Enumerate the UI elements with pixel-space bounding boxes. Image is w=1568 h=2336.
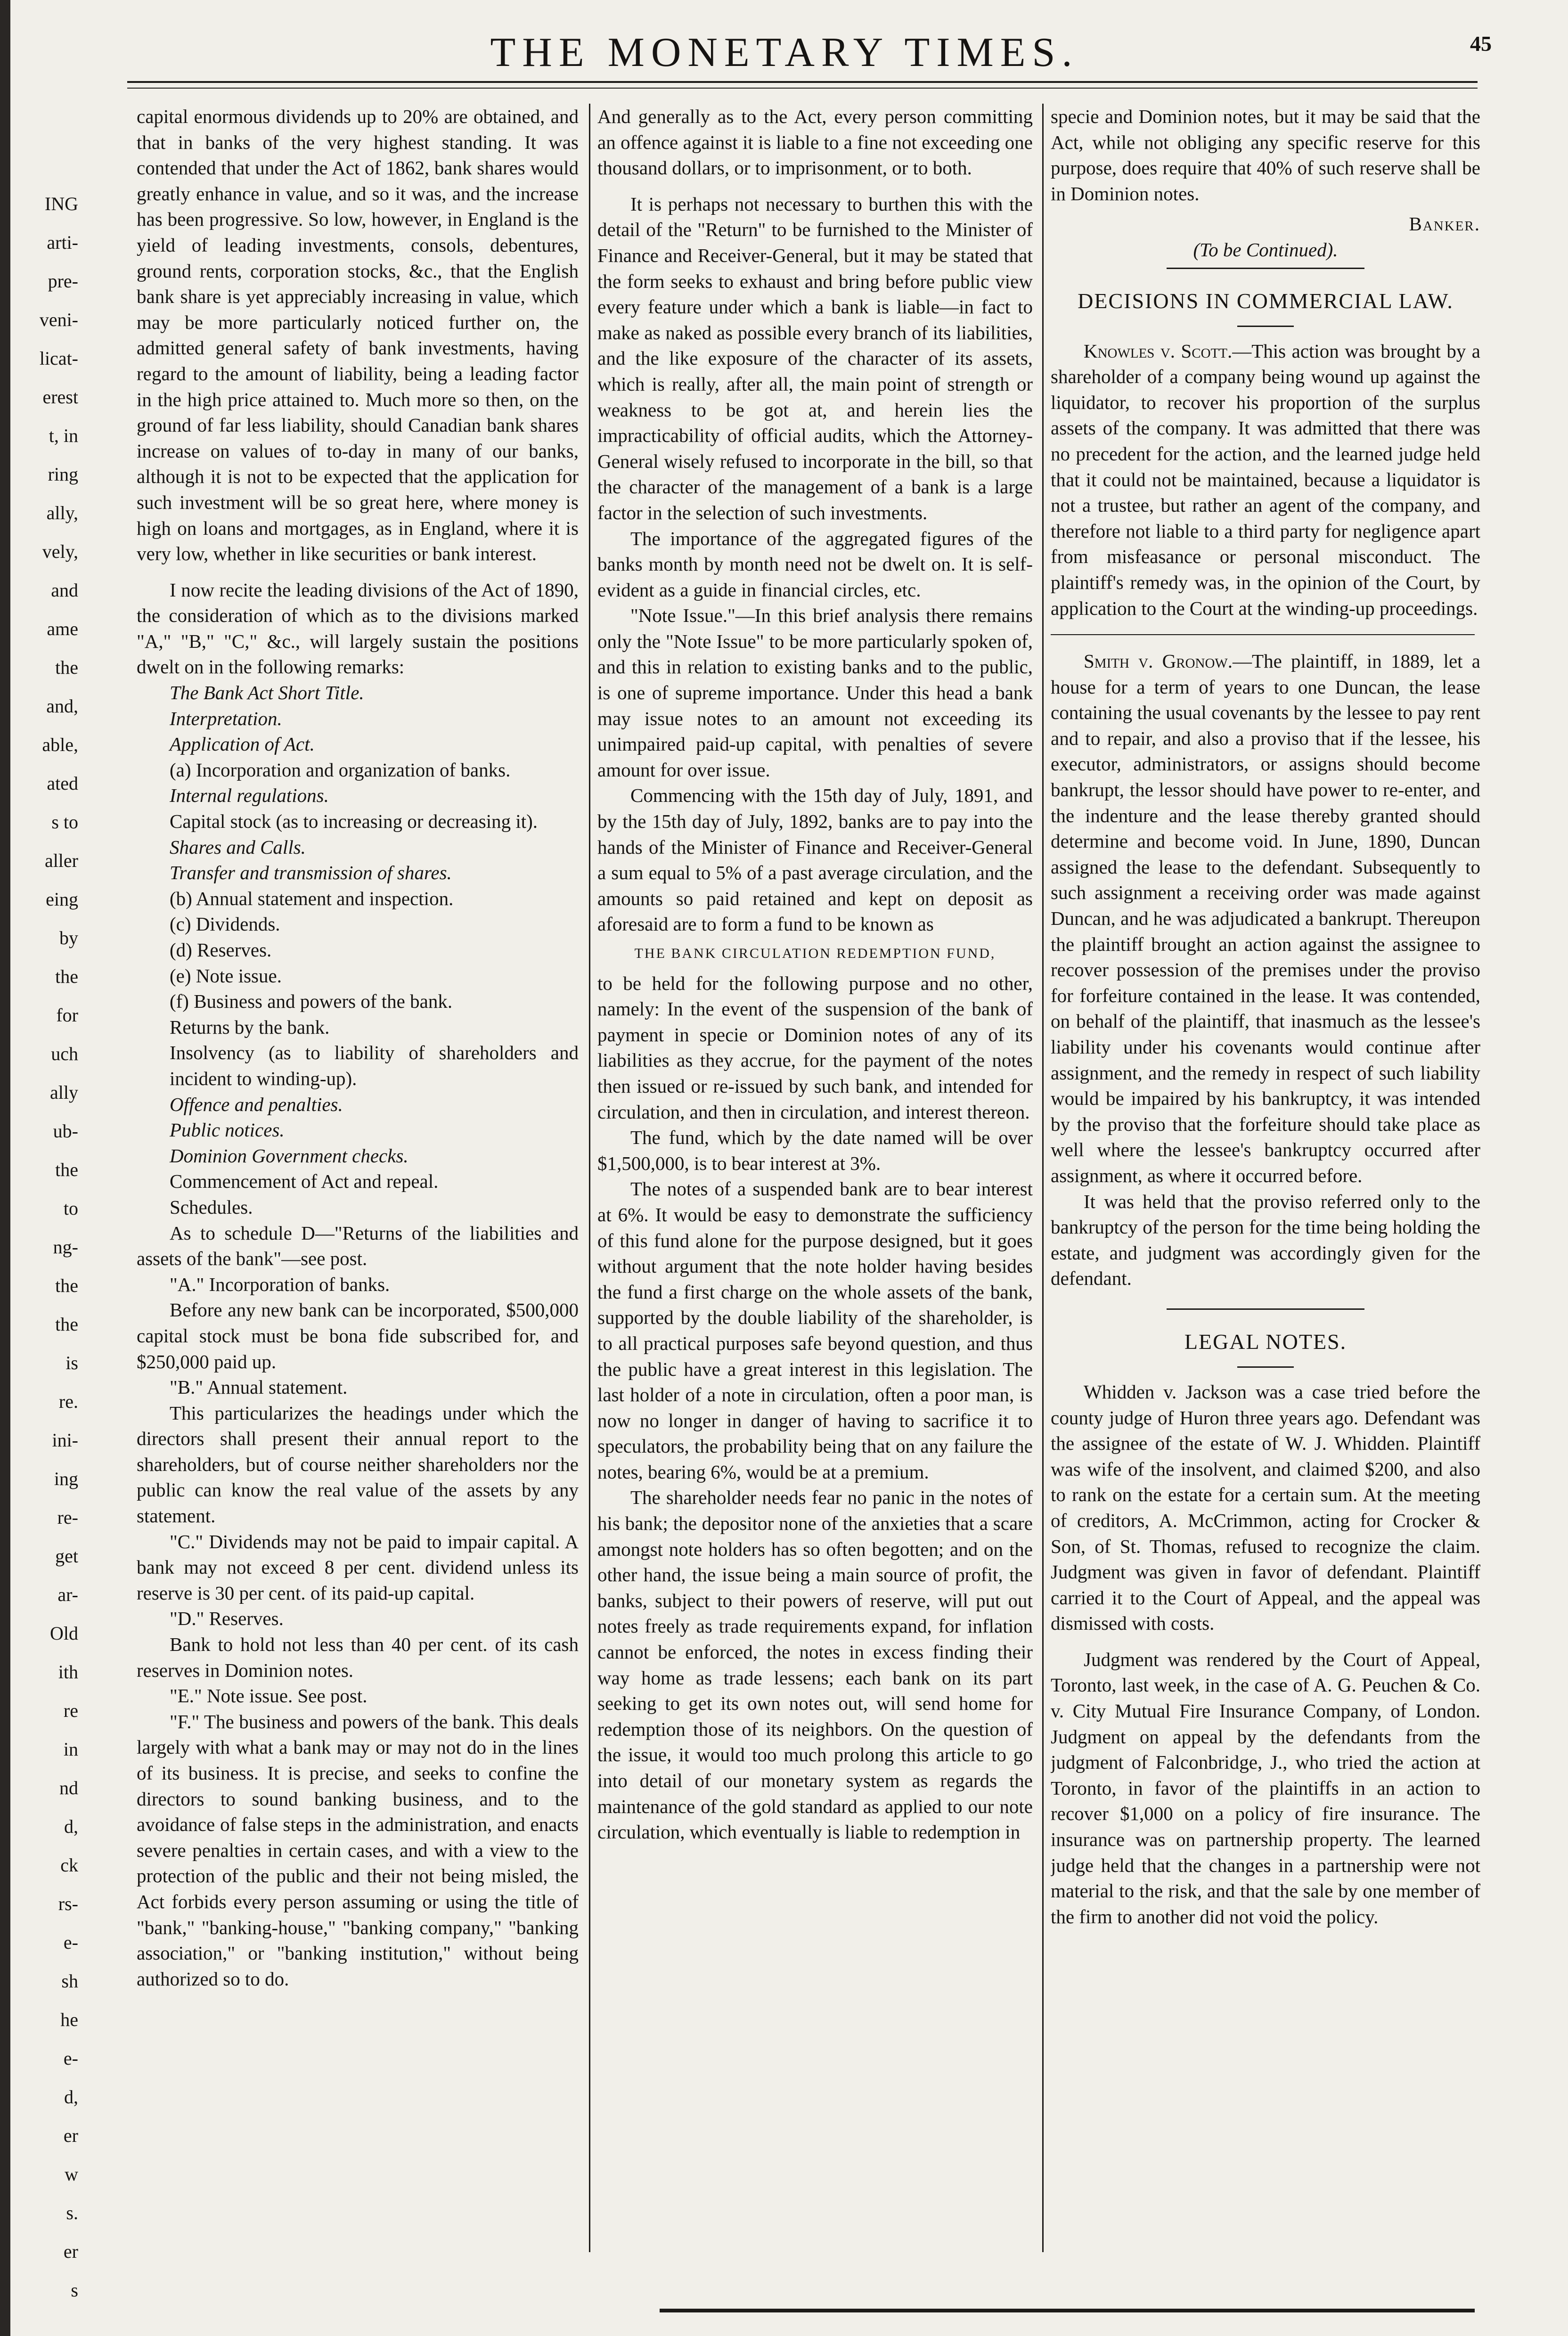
- gutter-fragment: is: [65, 1352, 78, 1373]
- gutter-fragment: eing: [46, 889, 78, 910]
- gutter-fragment: ated: [47, 773, 78, 794]
- gutter-fragment: the: [55, 657, 78, 678]
- gutter-fragment: w: [65, 2164, 78, 2185]
- gutter-fragment: Old: [50, 1623, 78, 1644]
- case-name: Knowles v. Scott.: [1084, 340, 1233, 362]
- gutter-fragment: ing: [54, 1468, 78, 1489]
- col1-paragraph: "D." Reserves.: [170, 1608, 284, 1630]
- gutter-fragment: arti-: [47, 232, 78, 253]
- column-1: [137, 104, 579, 2290]
- list-item: (a) Incorporation and organization of banks.: [170, 759, 511, 781]
- gutter-fragment: d,: [64, 2086, 78, 2107]
- gutter-fragment: re-: [57, 1507, 78, 1528]
- page-binding-edge: [0, 0, 10, 2336]
- list-item: Application of Act.: [170, 733, 315, 755]
- gutter-fragment: by: [59, 927, 78, 948]
- case-text: —The plaintiff, in 1889, let a house for a term of years to one Duncan, the lease containing the usual covenants by the lessee to pay rent and to repair, and also a proviso that if the lessee, his executor, administrators, or assigns should become bankrupt, the lessor should have power to re-enter, and the indenture and the lease thereby granted should determine and become void. In June, 1890, Duncan assigned the lease to the defendant. Subsequently to such assignment a receiving order was made against Duncan, and he was adjudicated a bankrupt. Thereupon the plaintiff brought an action against the assignee to recover possession of the premises under the proviso for forfeiture contained in the lease. It was contended, on behalf of the plaintiff, that inasmuch as the lessee's liability under his covenants would continue after assignment, and the remedy in respect of such liability would be impaired by his bankruptcy, it was intended by the proviso that the forfeiture should take place as well where the lessee's bankruptcy occurred after assignment, as where it occurred before.: [1051, 650, 1480, 1186]
- column-2: [597, 104, 1033, 2290]
- gutter-fragment: re.: [58, 1391, 78, 1412]
- gutter-fragment: pre-: [48, 270, 78, 292]
- gutter-fragment: ar-: [57, 1584, 78, 1605]
- gutter-fragment: ING: [44, 193, 78, 214]
- column-divider: [589, 104, 590, 2252]
- col1-paragraph: This particularizes the headings under which the directors shall present their annual report to the shareholders, but of course neither shareholders nor the public can know the real value of the assets by any statement.: [137, 1402, 579, 1527]
- col2-paragraph: Commencing with the 15th day of July, 1891, and by the 15th day of July, 1892, banks are to pay into the hands of the Minister of Finance and Receiver-General a sum equal to 5% of a past average circulation, and the amounts so paid retained and kept on deposit as aforesaid are to form a fund to be known as: [597, 784, 1033, 935]
- gutter-fragment: vely,: [42, 541, 78, 562]
- gutter-fragment: ame: [47, 618, 78, 639]
- list-item: (d) Reserves.: [170, 939, 272, 961]
- list-item: (b) Annual statement and inspection.: [170, 887, 454, 909]
- gutter-fragment: aller: [44, 850, 78, 871]
- page-title: THE MONETARY TIMES.: [490, 30, 1079, 75]
- section-separator: [1167, 268, 1364, 269]
- author-signature: Banker.: [1409, 213, 1480, 235]
- col2-paragraph: The shareholder needs fear no panic in the notes of his bank; the depositor none of the anxieties that a scare amongst note holders has so often begotten; and on the other hand, the issue being a main source of profit, the banks, subject to their powers of reserve, will put out notes freely as trade requirements expand, for inflation cannot be enforced, the notes in excess finding their way home as trade lessens; each bank on its part seeking to get its own notes out, will send home for redemption those of its neighbors. On the question of the issue, it would too much prolong this article to go into detail of our monetary system as regards the maintenance of the gold standard as applied to our note circulation, which eventually is liable to redemption in: [597, 1487, 1033, 1843]
- list-item: Internal regulations.: [170, 784, 329, 807]
- section-separator: [1167, 1308, 1364, 1310]
- list-item: Transfer and transmission of shares.: [170, 862, 452, 884]
- col2-paragraph: It is perhaps not necessary to burthen this with the detail of the "Return" to be furnished to the Minister of Finance and Receiver-General, but it may be stated that the form seeks to exhaust and bring before public view every feature under which a bank is liable—in fact to make as naked as possible every branch of its liabilities, and the like exposure of the character of its assets, which is really, after all, the main point of strength or weakness to be got at, and herein lies the impracticability of official audits, which the Attorney-General wisely refused to incorporate in the bill, so that the character of the management of a bank is a large factor in the selection of such investments.: [597, 193, 1033, 523]
- col1-paragraph: "A." Incorporation of banks.: [170, 1273, 390, 1295]
- list-item: (e) Note issue.: [170, 964, 282, 987]
- gutter-fragment: ally,: [46, 502, 78, 523]
- gutter-fragment: the: [55, 1314, 78, 1335]
- gutter-fragment: er: [63, 2125, 78, 2146]
- col1-paragraph: capital enormous dividends up to 20% are obtained, and that in banks of the very highest standing. It was contended that under the Act of 1862, bank shares would greatly enhance in value, and so it was, and the increase has been progressive. So low, however, in England is the yield of leading investments, consols, debentures, ground rents, corporation stocks, &c., that the English bank share is yet appreciably increasing in value, which may be more particularly noticed further on, the admitted general safety of bank investments, having regard to the amount of liability, being a leading factor in the high price attained to. Much more so then, on the ground of far less liability, should Canadian bank shares increase on values of to-day in many of our banks, although it is not to be expected that the application for such investment will be so great here, where money is high on loans and mortgages, as in England, where it is very low, whether in like securities or bank interest.: [137, 106, 579, 565]
- gutter-fragment: ith: [58, 1661, 78, 1683]
- gutter-fragment: licat-: [39, 348, 78, 369]
- list-item: Insolvency (as to liability of shareholders and incident to winding-up).: [170, 1042, 579, 1089]
- header-rule-top: [127, 81, 1478, 83]
- case-name: Smith v. Gronow.: [1084, 650, 1233, 672]
- case-holding: It was held that the proviso referred only to the bankruptcy of the person for the time being holding the estate, and judgment was accordingly given for the defendant.: [1051, 1190, 1480, 1290]
- gutter-fragment: and,: [46, 695, 78, 717]
- column-divider: [1042, 104, 1044, 2252]
- footer-rule: [660, 2309, 1475, 2312]
- list-item: Shares and Calls.: [170, 836, 306, 858]
- gutter-fragment: get: [55, 1545, 78, 1567]
- gutter-fragment: erest: [42, 386, 78, 408]
- gutter-fragment: s.: [66, 2202, 78, 2223]
- col2-paragraph: The fund, which by the date named will be over $1,500,000, is to bear interest at 3%.: [597, 1127, 1033, 1174]
- gutter-fragment: e-: [63, 2048, 78, 2069]
- legal-note: Judgment was rendered by the Court of Appeal, Toronto, last week, in the case of A. G. Peuchen & Co. v. City Mutual Fire Insurance Company, of London. Judgment on appeal by the defendants from the judgment of Falconbridge, J., who tried the action at Toronto, in favor of the plaintiffs in an action to recover $1,000 on a policy of fire insurance. The insurance was on partnership property. The learned judge held that the changes in a partnership were not material to the risk, and that the sale by one member of the firm to another did not void the policy.: [1051, 1648, 1480, 1928]
- gutter-fragment: veni-: [39, 309, 78, 330]
- gutter-fragment: ck: [60, 1854, 78, 1876]
- section-separator: [1237, 326, 1294, 327]
- continued-note: (To be Continued).: [1193, 238, 1338, 261]
- col2-paragraph: The notes of a suspended bank are to bear interest at 6%. It would be easy to demonstrate the sufficiency of this fund alone for the purpose designed, but it goes without argument that the note holder having besides the fund a first charge on the whole assets of the bank, supported by the double liability of the shareholder, is to all practical purposes safe beyond question, and thus the public have a great interest in this legislation. The last holder of a note in circulation, often a poor man, is now no longer in danger of having to sacrifice it to speculators, the probability being that on any failure the notes, bearing 6%, would be at a premium.: [597, 1178, 1033, 1483]
- gutter-fragment: to: [63, 1198, 78, 1219]
- list-item: Interpretation.: [170, 707, 282, 729]
- adjacent-page-fragments: [10, 0, 81, 2336]
- gutter-fragment: d,: [64, 1816, 78, 1837]
- gutter-fragment: ini-: [52, 1429, 78, 1451]
- gutter-fragment: rs-: [58, 1893, 78, 1914]
- gutter-fragment: and: [51, 580, 78, 601]
- gutter-fragment: ring: [48, 464, 78, 485]
- col1-paragraph: "B." Annual statement.: [170, 1376, 348, 1398]
- gutter-fragment: uch: [51, 1043, 78, 1064]
- col2-paragraph: The importance of the aggregated figures of the banks month by month need not be dwelt on. It is self-evident as a guide in financial circles, etc.: [597, 527, 1033, 601]
- col1-paragraph: "C." Dividends may not be paid to impair capital. A bank may not exceed 8 per cent. dividend unless its reserve is 30 per cent. of its paid-up capital.: [137, 1530, 579, 1604]
- list-item: (f) Business and powers of the bank.: [170, 990, 453, 1013]
- section-separator: [1051, 634, 1475, 635]
- col2-paragraph: And generally as to the Act, every person committing an offence against it is liable to a fine not exceeding one thousand dollars, or to imprisonment, or to both.: [597, 106, 1033, 179]
- col1-paragraph: Before any new bank can be incorporated, $500,000 capital stock must be bona fide subscribed for, and $250,000 paid up.: [137, 1299, 579, 1372]
- list-item: Returns by the bank.: [170, 1016, 330, 1038]
- list-item: Dominion Government checks.: [170, 1144, 408, 1167]
- col1-paragraph: "E." Note issue. See post.: [170, 1685, 368, 1707]
- section-title: LEGAL NOTES.: [1184, 1329, 1347, 1354]
- list-item: Public notices.: [170, 1119, 285, 1141]
- gutter-fragment: ally: [50, 1082, 78, 1103]
- gutter-fragment: the: [55, 966, 78, 987]
- col2-paragraph: "Note Issue."—In this brief analysis there remains only the "Note Issue" to be more particularly spoken of, and this in relation to existing banks and to the public, is one of supreme importance. Under this head a bank may issue notes to an amount not exceeding its unimpaired paid-up capital, with penalties of severe amount for over issue.: [597, 604, 1033, 781]
- gutter-fragment: er: [63, 2241, 78, 2262]
- gutter-fragment: t, in: [49, 425, 78, 446]
- gutter-fragment: nd: [59, 1777, 78, 1798]
- gutter-fragment: able,: [42, 734, 78, 755]
- list-item: (c) Dividends.: [170, 913, 280, 935]
- list-item: Offence and penalties.: [170, 1093, 343, 1115]
- col1-paragraph: "F." The business and powers of the bank. This deals largely with what a bank may or may not do in the lines of its business. It is precise, and seeks to confine the directors to sound banking business, and to the avoidance of false steps in the administration, and enacts severe penalties in certain cases, and with a view to the protection of the public and their not being misled, the Act forbids every person assuming or using the title of "bank," "banking-house," "banking company," "banking association," or "banking institution," without being authorized so to do.: [137, 1710, 579, 1990]
- col2-paragraph: to be held for the following purpose and no other, namely: In the event of the suspension of the bank of payment in specie or Dominion notes of any of its liabilities as they accrue, for the payment of the notes then issued or re-issued by such bank, and intended for circulation, and then in circulation, and interest thereon.: [597, 972, 1033, 1123]
- gutter-fragment: he: [60, 2009, 78, 2030]
- list-item: The Bank Act Short Title.: [170, 682, 364, 704]
- column-3: [1051, 104, 1480, 2290]
- section-separator: [1237, 1366, 1294, 1368]
- gutter-fragment: the: [55, 1275, 78, 1296]
- section-title: DECISIONS IN COMMERCIAL LAW.: [1078, 288, 1454, 313]
- case-text: —This action was brought by a shareholder of a company being wound up against the liquidator, to recover his proportion of the surplus assets of the company. It was admitted that there was no precedent for the action, and the learned judge held that it could not be maintained, because a liquidator is not a trustee, but rather an agent of the company, and therefore not liable to a third party for negligence apart from misfeasance or personal misconduct. The plaintiff's remedy was, in the opinion of the Court, by application to the Court at the winding-up proceedings.: [1051, 340, 1480, 619]
- gutter-fragment: re: [63, 1700, 78, 1721]
- header-rule-bottom: [127, 88, 1478, 89]
- gutter-fragment: s: [71, 2279, 78, 2301]
- legal-note: Whidden v. Jackson was a case tried before the county judge of Huron three years ago. Defendant was the assignee of the estate of W. J. Whidden. Plaintiff was wife of the insolvent, and claimed $200, and also to rank on the estate for a certain sum. At the meeting of creditors, A. McCrimmon, acting for Crocker & Son, of St. Thomas, refused to recognize the claim. Judgment was given in favor of defendant. Plaintiff carried it to the Court of Appeal, and the appeal was dismissed with costs.: [1051, 1380, 1480, 1634]
- list-item: Capital stock (as to increasing or decreasing it).: [170, 810, 538, 833]
- col3-paragraph: specie and Dominion notes, but it may be said that the Act, while not obliging any specific reserve for this purpose, does require that 40% of such reserve shall be in Dominion notes.: [1051, 106, 1480, 204]
- gutter-fragment: sh: [61, 1970, 78, 1992]
- gutter-fragment: in: [63, 1739, 78, 1760]
- list-item: Schedules.: [170, 1196, 253, 1218]
- gutter-fragment: ub-: [53, 1120, 78, 1142]
- col1-paragraph: I now recite the leading divisions of the Act of 1890, the consideration of which as to the divisions marked "A," "B," "C," &c., will largely sustain the positions dwelt on in the following remarks:: [137, 579, 579, 678]
- page-number: 45: [1470, 32, 1492, 56]
- gutter-fragment: for: [56, 1005, 78, 1026]
- list-item: Commencement of Act and repeal.: [170, 1170, 439, 1193]
- gutter-fragment: the: [55, 1159, 78, 1180]
- col1-paragraph: As to schedule D—"Returns of the liabilities and assets of the bank"—see post.: [137, 1222, 579, 1270]
- gutter-fragment: e-: [63, 1932, 78, 1953]
- col1-paragraph: Bank to hold not less than 40 per cent. of its cash reserves in Dominion notes.: [137, 1634, 579, 1681]
- fund-heading: THE BANK CIRCULATION REDEMPTION FUND,: [634, 946, 996, 961]
- gutter-fragment: s to: [51, 811, 78, 833]
- gutter-fragment: ng-: [53, 1236, 78, 1258]
